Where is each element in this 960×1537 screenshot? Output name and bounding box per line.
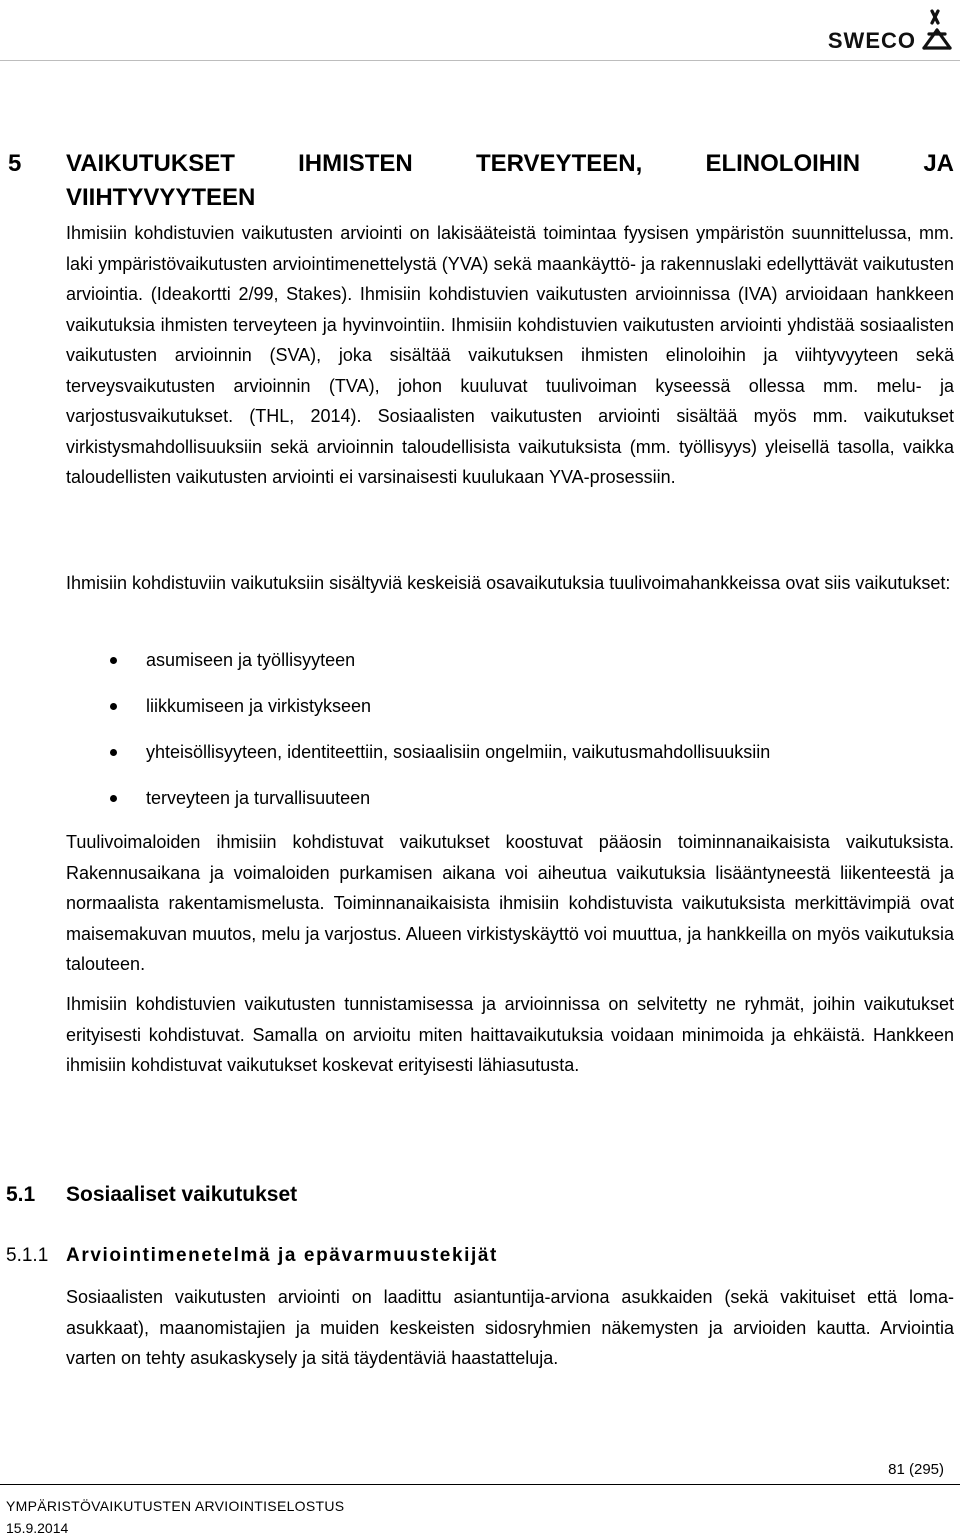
bullet-icon [110, 703, 117, 710]
paragraph-sub-impacts: Ihmisiin kohdistuviin vaikutuksiin sisältyviä keskeisiä osavaikutuksia tuulivoimahankkeissa ovat siis vaikutukset: [66, 573, 951, 593]
section-title: Sosiaaliset vaikutukset [66, 1183, 298, 1206]
list-item: asumiseen ja työllisyyteen [66, 645, 954, 691]
bullet-icon [110, 657, 117, 664]
sweco-symbol-icon [920, 8, 954, 52]
footer-rule [0, 1484, 960, 1485]
paragraph-identification: Ihmisiin kohdistuvien vaikutusten tunnistamisessa ja arvioinnissa on selvitetty ne ryhmät, joihin vaikutukset erityisesti kohdistuvat. Samalla on arvioitu miten haittavaikutuksia voidaan minimoida ja ehkäistä. Hankkeen ihmisiin kohdistuvat vaikutukset koskevat erityisesti lähiasutusta. [66, 994, 954, 1075]
footer-document-title: YMPÄRISTÖVAIKUTUSTEN ARVIOINTISELOSTUS [6, 1498, 345, 1514]
impact-list [66, 645, 954, 829]
paragraph-operational-impacts: Tuulivoimaloiden ihmisiin kohdistuvat vaikutukset koostuvat pääosin toiminnanaikaisista vaikutuksista. Rakennusaikana ja voimaloiden purkamisen aikana voi aiheutua vaikutuksia lisääntyneestä liikenteestä ja normaalista rakentamismelusta. Toiminnanaikaisista ihmisiin kohdistuvista vaikutuksista merkittävimpiä ovat maisemakuvan muutos, melu ja varjostus. Alueen virkistyskäyttö voi muuttua, ja hankkeilla on myös vaikutuksia talouteen. [66, 832, 954, 974]
chapter-title-line-1: VAIKUTUKSET IHMISTEN TERVEYTEEN, ELINOLOIHIN JA [66, 150, 954, 177]
header-rule [0, 60, 960, 61]
paragraph-method: Sosiaalisten vaikutusten arviointi on laadittu asiantuntija-arviona asukkaiden (sekä vakituiset että loma-asukkaat), maanomistajien ja muiden keskeisten sidosryhmien näkemysten ja arvioiden kautta. Arviointia varten on tehty asukaskysely ja sitä täydentäviä haastatteluja. [66, 1287, 954, 1368]
list-item: terveyteen ja turvallisuuteen [66, 783, 954, 829]
chapter-number: 5 [8, 150, 22, 177]
sweco-logo [828, 8, 954, 52]
subsection-title: Arviointimenetelmä ja epävarmuustekijät [66, 1245, 498, 1266]
logo-text: SWECO [827, 28, 916, 53]
chapter-title-line-2: VIIHTYVYYTEEN [66, 184, 256, 211]
chapter-title [66, 147, 954, 215]
footer-date: 15.9.2014 [6, 1520, 69, 1536]
list-item: liikkumiseen ja virkistykseen [66, 691, 954, 737]
bullet-icon [110, 749, 117, 756]
bullet-icon [110, 795, 117, 802]
section-number: 5.1 [6, 1183, 36, 1206]
paragraph-intro: Ihmisiin kohdistuvien vaikutusten arviointi on lakisääteistä toimintaa fyysisen ympäristön suunnittelussa, mm. laki ympäristövaikutusten arviointimenettelystä (YVA) sekä maankäyttö- ja rakennuslaki edellyttävät vaikutusten arviointia. (Ideakortti 2/99, Stakes). Ihmisiin kohdistuvien vaikutusten arvioinnissa (IVA) arvioidaan hankkeen vaikutuksia ihmisten terveyteen ja hyvinvointiin. Ihmisiin kohdistuvien vaikutusten arviointi yhdistää sosiaalisten vaikutusten arvioinnin (SVA), joka sisältää vaikutuksen ihmisten elinoloihin ja viihtyvyyteen sekä terveysvaikutusten arvioinnin (TVA), johon kuuluvat tuulivoiman kyseessä ollessa mm. melu- ja varjostusvaikutukset. (THL, 2014). Sosiaalisten vaikutusten arviointi sisältää myös mm. vaikutukset virkistysmahdollisuuksiin sekä arvioinnin taloudellisista vaikutuksista (mm. työllisyys) yleisellä tasolla, vaikka taloudellisten vaikutusten arviointi ei varsinaisesti kuulukaan YVA-prosessiin. [66, 223, 954, 487]
page-number: 81 (295) [888, 1461, 944, 1478]
subsection-number: 5.1.1 [6, 1245, 49, 1266]
list-item: yhteisöllisyyteen, identiteettiin, sosiaalisiin ongelmiin, vaikutusmahdollisuuksiin [66, 737, 954, 783]
